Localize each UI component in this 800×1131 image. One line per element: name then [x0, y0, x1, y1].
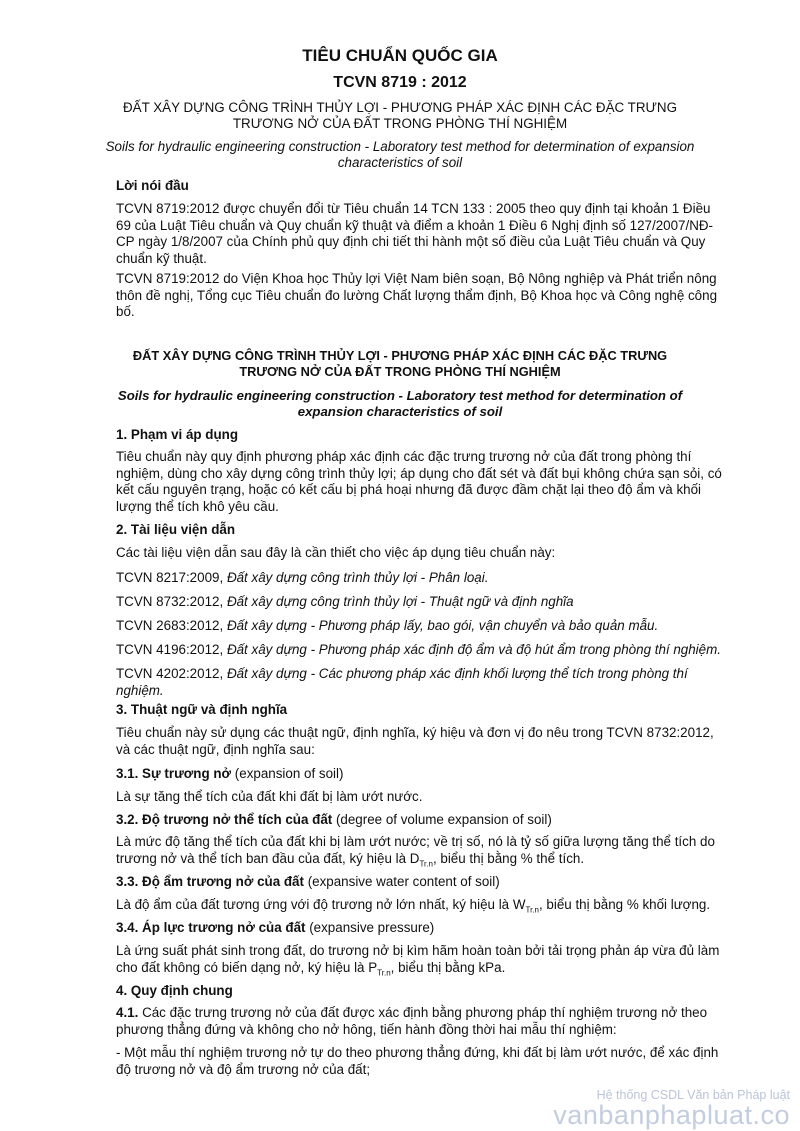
reference-item: TCVN 2683:2012, Đất xây dựng - Phương pháp lấy, bao gói, vận chuyển và bảo quản mẫu. [116, 618, 659, 633]
reference-item: TCVN 8217:2009, Đất xây dựng công trình thủy lợi - Phân loại. [116, 570, 489, 585]
section-2-intro: Các tài liệu viện dẫn sau đây là cần thiết cho việc áp dụng tiêu chuẩn này: [116, 545, 556, 560]
standard-title: TIÊU CHUẨN QUỐC GIA [302, 46, 498, 65]
definition-3-1-term: 3.1. Sự trương nở (expansion of soil) [116, 766, 344, 781]
foreword-paragraph-1: TCVN 8719:2012 được chuyển đổi từ Tiêu chuẩn 14 TCN 133 : 2005 theo quy định tại khoản 1 Điều 69 của Luật Tiêu chuẩn và Quy chuẩn kỹ thuật và điểm a khoản 1 Điều 6 Nghị định số 127/2007/NĐ-CP ngày 1/8/2007 của Chính phủ quy định chi tiết thi hành một số điều của Luật Tiêu chuẩn và Quy chuẩn kỹ thuật. [116, 201, 714, 266]
section-4-1-text: 4.1. Các đặc trưng trương nở của đất được xác định bằng phương pháp thí nghiệm trương nở theo phương thẳng đứng và không cho nở hông, tiến hành đồng thời hai mẫu thí nghiệm: [116, 1005, 708, 1037]
watermark-site: vanbanphapluat.co [553, 1100, 790, 1130]
section-1-heading: 1. Phạm vi áp dụng [116, 427, 239, 442]
watermark-caption: Hệ thống CSDL Văn bản Pháp luật [596, 1088, 790, 1102]
section-3-intro: Tiêu chuẩn này sử dụng các thuật ngữ, định nghĩa, ký hiệu và đơn vị đo nêu trong TCVN 8732:2012, và các thuật ngữ, định nghĩa sau: [116, 725, 714, 757]
definition-3-4-term: 3.4. Áp lực trương nở của đất (expansive pressure) [116, 920, 435, 935]
foreword-paragraph-2: TCVN 8719:2012 do Viện Khoa học Thủy lợi Việt Nam biên soạn, Bộ Nông nghiệp và Phát triển nông thôn đề nghị, Tổng cục Tiêu chuẩn đo lường Chất lượng thẩm định, Bộ Khoa học và Công nghệ công bố. [116, 271, 718, 319]
section-3-heading: 3. Thuật ngữ và định nghĩa [116, 702, 288, 717]
definition-3-3-term: 3.3. Độ ẩm trương nở của đất (expansive water content of soil) [116, 874, 500, 889]
definition-3-1-text: Là sự tăng thể tích của đất khi đất bị làm ướt nước. [116, 789, 423, 804]
definition-3-2-term: 3.2. Độ trương nở thể tích của đất (degree of volume expansion of soil) [116, 812, 552, 827]
definition-3-2-text: Là mức độ tăng thể tích của đất khi bị làm ướt nước; về trị số, nó là tỷ số giữa lượng tăng thể tích do trương nở và thể tích ban đầu của đất, ký hiệu là $D_{Tr.n}$, biểu thị bằng % thể tích. [116, 834, 715, 869]
reference-item: TCVN 8732:2012, Đất xây dựng công trình thủy lợi - Thuật ngữ và định nghĩa [116, 594, 574, 609]
content-title-en: Soils for hydraulic engineering construction - Laboratory test method for determination of expansion characteristics of soil [117, 388, 683, 419]
reference-item: TCVN 4196:2012, Đất xây dựng - Phương pháp xác định độ ẩm và độ hút ẩm trong phòng thí nghiệm. [116, 642, 721, 657]
standard-code: TCVN 8719 : 2012 [333, 74, 467, 91]
definition-3-3-text: Là độ ẩm của đất tương ứng với độ trương nở lớn nhất, ký hiệu là $W_{Tr.n}$, biểu thị bằng % khối lượng. [116, 897, 711, 915]
section-2-heading: 2. Tài liệu viện dẫn [116, 522, 236, 537]
foreword-heading: Lời nói đầu [116, 178, 189, 193]
section-1-text: Tiêu chuẩn này quy định phương pháp xác định các đặc trưng trương nở của đất trong phòng thí nghiệm, dùng cho xây dựng công trình thủy lợi; áp dụng cho đất sét và đất bụi không chứa sạn sỏi, có kết cấu nguyên trạng, hoặc có kết cấu bị phá hoại nhưng đã được đầm chặt lại theo độ ẩm và khối lượng thể tích khô yêu cầu. [116, 449, 722, 514]
content-title-vi: ĐẤT XÂY DỰNG CÔNG TRÌNH THỦY LỢI - PHƯƠNG PHÁP XÁC ĐỊNH CÁC ĐẶC TRƯNG TRƯƠNG NỞ CỦA ĐẤT TRONG PHÒNG THÍ NGHIỆM [132, 348, 668, 379]
standard-subtitle-vi: ĐẤT XÂY DỰNG CÔNG TRÌNH THỦY LỢI - PHƯƠNG PHÁP XÁC ĐỊNH CÁC ĐẶC TRƯNG TRƯƠNG NỞ CỦA ĐẤT TRONG PHÒNG THÍ NGHIỆM [122, 100, 678, 131]
reference-item: TCVN 4202:2012, Đất xây dựng - Các phương pháp xác định khối lượng thể tích trong phòng thí nghiệm. [116, 666, 688, 698]
section-4-1-item: - Một mẫu thí nghiệm trương nở tự do theo phương thẳng đứng, khi đất bị làm ướt nước, để xác định độ trương nở và độ ẩm trương nở của đất; [116, 1045, 719, 1077]
section-4-heading: 4. Quy định chung [116, 983, 233, 998]
standard-subtitle-en: Soils for hydraulic engineering construction - Laboratory test method for determination of expansion characteristics of soil [105, 139, 695, 170]
definition-3-4-text: Là ứng suất phát sinh trong đất, do trương nở bị kìm hãm hoàn toàn bởi tải trọng phản áp vừa đủ làm cho đất không có biến dạng nở, ký hiệu là $P_{Tr.n}$, biểu thị bằng kPa. [116, 943, 720, 978]
